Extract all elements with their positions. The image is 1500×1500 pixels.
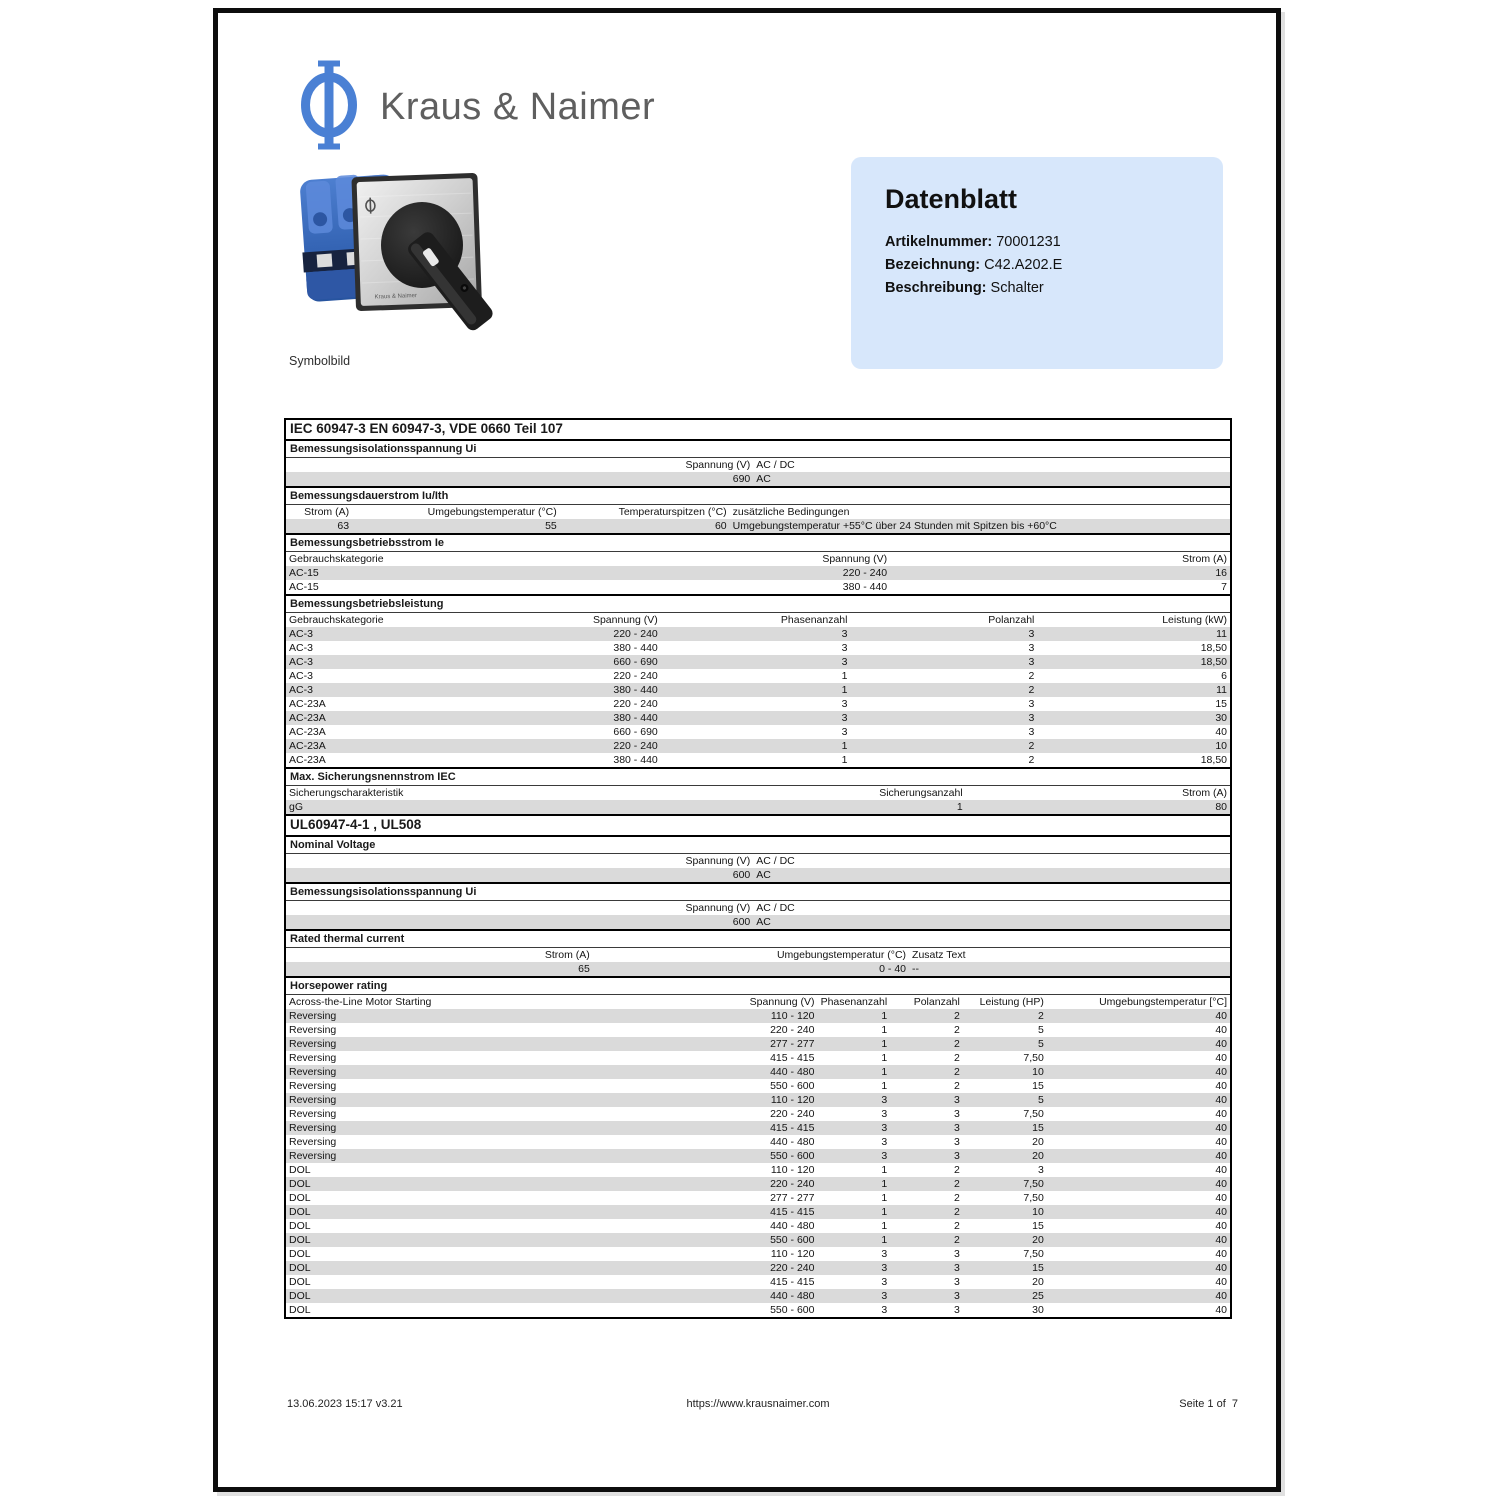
table-row: 600 AC	[286, 915, 1230, 929]
brand-logo	[300, 59, 655, 151]
table-row: Strom (A) Umgebungstemperatur (°C) Zusatz Text	[544, 949, 966, 961]
table-row: DOL 440 - 480 1 2 15 40	[289, 1220, 1227, 1232]
table-row: Spannung (V) AC / DC	[685, 855, 795, 867]
table-row: AC-3 380 - 440 1 2 11	[286, 683, 1230, 697]
section-header-betriebsstrom: Bemessungsbetriebsstrom Ie	[286, 533, 1230, 552]
table-row: DOL 550 - 600 1 2 20 40	[286, 1233, 1230, 1247]
table-row: 690 AC	[286, 472, 1230, 486]
description-label: Beschreibung:	[885, 280, 987, 296]
table-row: DOL 220 - 240 1 2 7,50 40	[286, 1177, 1230, 1191]
table-row: DOL 415 - 415 1 2 10 40	[286, 1205, 1230, 1219]
brand-name: Kraus & Naimer	[380, 85, 656, 128]
table-sicherung	[286, 786, 1230, 814]
table-row: DOL 550 - 600 3 3 30 40	[289, 1304, 1227, 1316]
kraus-naimer-phi-logo-icon	[300, 59, 358, 151]
table-iso-voltage-ul	[286, 901, 1230, 929]
section-header-iso-voltage: Bemessungsisolationsspannung Ui	[286, 441, 1230, 458]
description-field	[885, 277, 1189, 300]
table-row: Reversing 550 - 600 1 2 15 40	[289, 1080, 1227, 1092]
table-row: AC-23A 220 - 240 1 2 10	[286, 739, 1230, 753]
table-row: Reversing 550 - 600 3 3 20 40	[286, 1149, 1230, 1163]
table-row: AC-23A 220 - 240 3 3 15	[289, 698, 1227, 710]
table-row: Reversing 440 - 480 3 3 20 40	[289, 1136, 1227, 1148]
description-value: Schalter	[990, 280, 1044, 296]
article-number-label: Artikelnummer:	[885, 234, 993, 250]
card-title: Datenblatt	[885, 184, 1018, 214]
table-row: Spannung (V) AC / DC	[685, 902, 795, 914]
table-row: DOL 110 - 120 3 3 7,50 40	[289, 1248, 1227, 1260]
table-row: Reversing 110 - 120 1 2 2 40	[286, 1009, 1230, 1023]
table-row: Sicherungscharakteristik Sicherungsanzahl Strom (A)	[289, 787, 1227, 799]
table-row: DOL 277 - 277 1 2 7,50 40	[289, 1192, 1227, 1204]
designation-label: Bezeichnung:	[885, 257, 981, 273]
table-row: Spannung (V) AC / DC	[685, 459, 795, 471]
svg-text:Kraus & Naimer: Kraus & Naimer	[374, 293, 418, 301]
table-horsepower	[286, 995, 1230, 1317]
section-header-dauerstrom: Bemessungsdauerstrom Iu/Ith	[286, 486, 1230, 505]
table-row: DOL 110 - 120 1 2 3 40	[289, 1164, 1227, 1176]
table-row: AC-23A 380 - 440 3 3 30	[286, 711, 1230, 725]
table-row: 63 55 60 Umgebungstemperatur +55°C über 24 Stunden mit Spitzen bis +60°C	[286, 519, 1230, 533]
section-header-betriebsleistung: Bemessungsbetriebsleistung	[286, 594, 1230, 613]
ul-standard-title: UL60947-4-1 , UL508	[286, 814, 1230, 837]
table-row: Gebrauchskategorie Spannung (V) Phasenanzahl Polanzahl Leistung (kW)	[289, 614, 1227, 626]
article-number-value: 70001231	[996, 234, 1061, 250]
table-betriebsleistung	[286, 613, 1230, 767]
table-row: Reversing 440 - 480 1 2 10 40	[286, 1065, 1230, 1079]
article-number-field	[885, 231, 1189, 254]
table-row: gG 1 80	[286, 800, 1230, 814]
section-header-sicherung: Max. Sicherungsnennstrom IEC	[286, 767, 1230, 786]
table-row: AC-3 220 - 240 3 3 11	[286, 627, 1230, 641]
designation-value: C42.A202.E	[984, 257, 1063, 273]
table-row: AC-15 220 - 240 16	[286, 566, 1230, 580]
table-row: DOL 440 - 480 3 3 25 40	[286, 1289, 1230, 1303]
table-row: Reversing 110 - 120 3 3 5 40	[286, 1093, 1230, 1107]
table-row: 600 AC	[286, 868, 1230, 882]
table-row: AC-23A 380 - 440 1 2 18,50	[289, 754, 1227, 766]
section-header-horsepower: Horsepower rating	[286, 976, 1230, 995]
table-row: AC-15 380 - 440 7	[289, 581, 1227, 593]
product-image	[298, 155, 498, 355]
table-row: Reversing 415 - 415 3 3 15 40	[286, 1121, 1230, 1135]
datasheet-page	[213, 8, 1281, 1492]
table-row: Reversing 277 - 277 1 2 5 40	[286, 1037, 1230, 1051]
table-row: AC-23A 660 - 690 3 3 40	[289, 726, 1227, 738]
footer-page-number: Seite 1 of 7	[1179, 1398, 1238, 1410]
rotary-switch-illustration	[298, 155, 498, 355]
table-row: Gebrauchskategorie Spannung (V) Strom (A)	[289, 553, 1227, 565]
table-row: Across-the-Line Motor Starting Spannung (V) Phasenanzahl Polanzahl Leistung (HP) Umgebungstemperatur [°C]	[289, 996, 1227, 1008]
symbolbild-caption: Symbolbild	[289, 354, 351, 368]
table-iso-voltage	[286, 458, 1230, 486]
section-header-iso-voltage-ul: Bemessungsisolationsspannung Ui	[286, 882, 1230, 901]
footer-timestamp: 13.06.2023 15:17 v3.21	[287, 1398, 403, 1410]
table-row: AC-3 380 - 440 3 3 18,50	[289, 642, 1227, 654]
table-betriebsstrom	[286, 552, 1230, 594]
table-row: 65 0 - 40 --	[286, 962, 1230, 976]
iec-standard-title: IEC 60947-3 EN 60947-3, VDE 0660 Teil 107	[286, 420, 1230, 441]
section-header-thermal: Rated thermal current	[286, 929, 1230, 948]
table-row: Reversing 220 - 240 1 2 5 40	[289, 1024, 1227, 1036]
table-row: Reversing 415 - 415 1 2 7,50 40	[289, 1052, 1227, 1064]
table-row: AC-3 220 - 240 1 2 6	[289, 670, 1227, 682]
table-row: AC-3 660 - 690 3 3 18,50	[286, 655, 1230, 669]
spec-table	[284, 418, 1232, 1319]
table-dauerstrom	[286, 505, 1230, 533]
section-header-nominal-voltage: Nominal Voltage	[286, 837, 1230, 854]
table-row: DOL 415 - 415 3 3 20 40	[289, 1276, 1227, 1288]
datasheet-info-card	[851, 157, 1223, 369]
table-row: Strom (A) Umgebungstemperatur (°C) Temperaturspitzen (°C) zusätzliche Bedingungen	[304, 506, 850, 518]
table-row: Reversing 220 - 240 3 3 7,50 40	[289, 1108, 1227, 1120]
designation-field	[885, 254, 1189, 277]
footer-url[interactable]: https://www.krausnaimer.com	[686, 1398, 830, 1410]
table-thermal-current	[286, 948, 1230, 976]
table-row: DOL 220 - 240 3 3 15 40	[286, 1261, 1230, 1275]
table-nominal-voltage	[286, 854, 1230, 882]
